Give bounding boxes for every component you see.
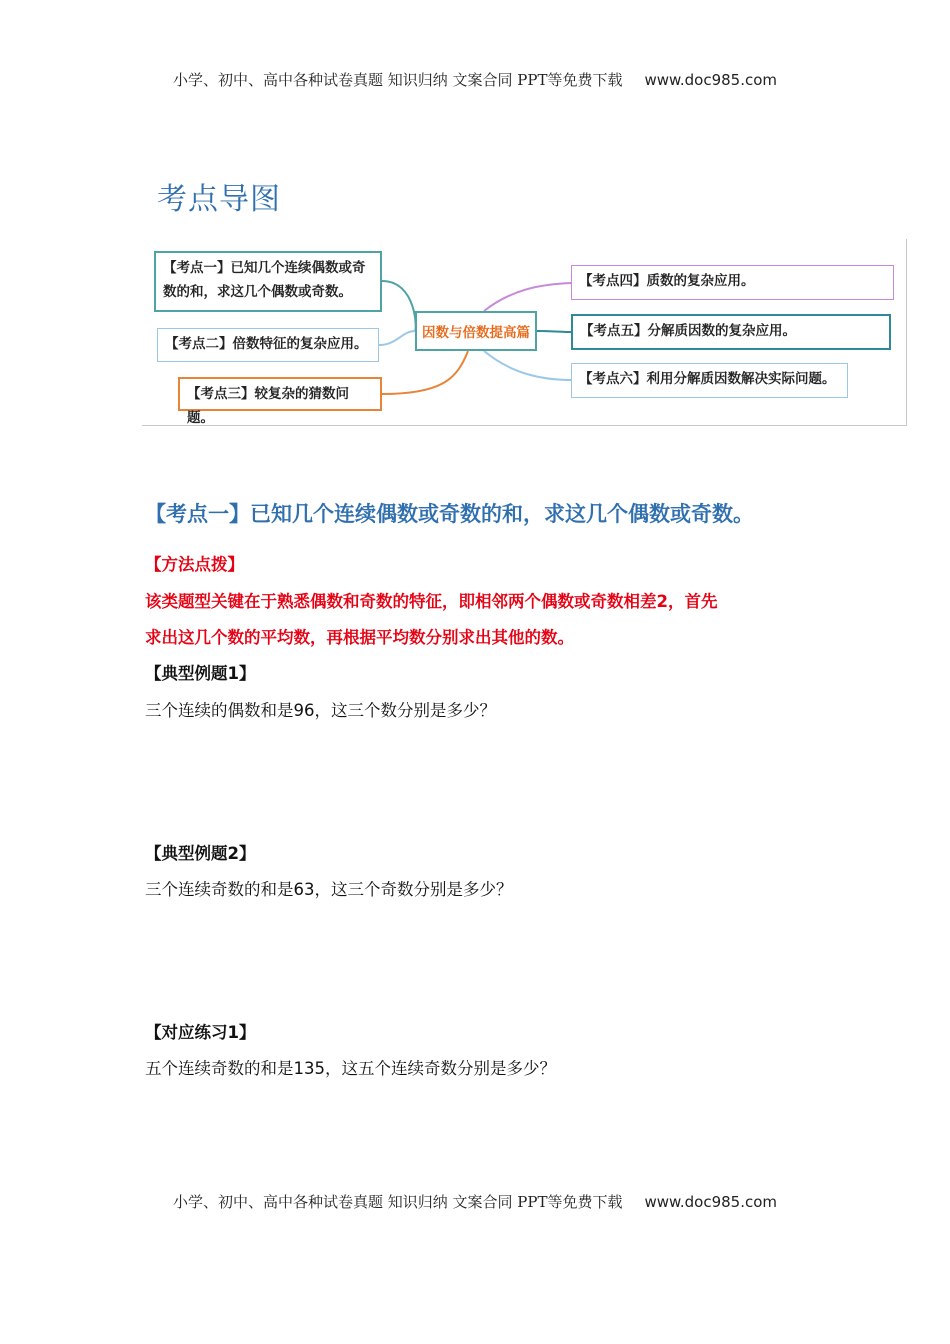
example1-label: 【典型例题1】 xyxy=(145,664,256,683)
footer-url[interactable]: www.doc985.com xyxy=(644,1193,778,1211)
connector-topic4 xyxy=(484,283,572,311)
connector-topic1 xyxy=(382,281,416,331)
mindmap-node-topic3 xyxy=(178,377,382,426)
connector-topic6 xyxy=(484,351,572,380)
topic1-line1: 【考点一】已知几个连续偶数或奇 xyxy=(163,260,366,276)
practice1-label: 【对应练习1】 xyxy=(145,1023,256,1042)
connector-topic3 xyxy=(382,351,468,394)
method-text-line1: 该类题型关键在于熟悉偶数和奇数的特征，即相邻两个偶数或奇数相差2，首先 xyxy=(145,592,718,611)
mindmap-node-topic6 xyxy=(571,363,848,398)
mindmap-node-topic1 xyxy=(154,251,382,312)
topic3-label: 【考点三】较复杂的猜数问题。 xyxy=(187,386,349,426)
mindmap-node-topic4 xyxy=(571,265,894,300)
connector-topic5 xyxy=(537,331,572,332)
method-text-line2: 求出这几个数的平均数，再根据平均数分别求出其他的数。 xyxy=(145,628,574,647)
mindmap-node-topic5 xyxy=(571,314,891,350)
header-url[interactable]: www.doc985.com xyxy=(644,71,778,89)
example2-question: 三个连续奇数的和是63，这三个奇数分别是多少？ xyxy=(145,880,513,899)
page-header xyxy=(0,69,950,90)
page-footer xyxy=(0,1191,950,1212)
header-text: 小学、初中、高中各种试卷真题 知识归纳 文案合同 PPT等免费下载 xyxy=(172,71,623,89)
mindmap xyxy=(142,239,907,426)
topic6-label: 【考点六】利用分解质因数解决实际问题。 xyxy=(579,371,836,387)
topic1-heading: 【考点一】已知几个连续偶数或奇数的和，求这几个偶数或奇数。 xyxy=(145,502,754,526)
topic5-label: 【考点五】分解质因数的复杂应用。 xyxy=(580,323,796,339)
topic1-line2: 数的和，求这几个偶数或奇数。 xyxy=(163,284,352,300)
mindmap-center-node xyxy=(415,311,537,351)
example1-question: 三个连续的偶数和是96，这三个数分别是多少？ xyxy=(145,701,496,720)
topic2-label: 【考点二】倍数特征的复杂应用。 xyxy=(165,336,368,352)
center-label: 因数与倍数提高篇 xyxy=(422,325,530,341)
example2-label: 【典型例题2】 xyxy=(145,844,256,863)
mindmap-node-topic2 xyxy=(157,328,379,362)
section-title: 考点导图 xyxy=(157,182,281,217)
practice1-question: 五个连续奇数的和是135，这五个连续奇数分别是多少？ xyxy=(145,1059,556,1078)
connector-topic2 xyxy=(379,331,415,345)
footer-text: 小学、初中、高中各种试卷真题 知识归纳 文案合同 PPT等免费下载 xyxy=(172,1193,623,1211)
method-label: 【方法点拨】 xyxy=(145,555,244,574)
topic4-label: 【考点四】质数的复杂应用。 xyxy=(579,273,755,289)
